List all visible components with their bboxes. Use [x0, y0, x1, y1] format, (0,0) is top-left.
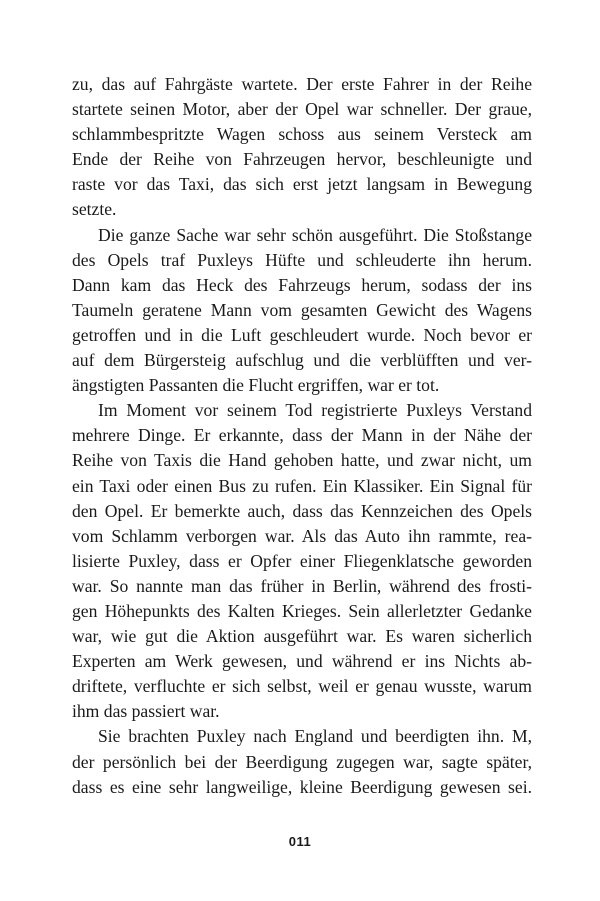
text-line: Ende der Reihe von Fahrzeugen hervor, beschleunigte und [72, 149, 532, 170]
text-line: startete seinen Motor, aber der Opel war schneller. Der graue, [72, 99, 532, 120]
text-line: auf dem Bürgersteig aufschlug und die verblüfften und ver- [72, 350, 532, 371]
text-line: des Opels traf Puxleys Hüfte und schleuderte ihn herum. [72, 249, 532, 270]
text-line: der persönlich bei der Beerdigung zugegen war, sagte später, [72, 751, 532, 772]
text-line: war, wie gut die Aktion ausgeführt war. Es waren sicherlich [72, 626, 532, 647]
paragraph-2 [72, 223, 532, 399]
paragraph-1 [72, 72, 532, 223]
text-line: setzte. [72, 199, 117, 220]
text-line: Taumeln geratene Mann vom gesamten Gewicht des Wagens [72, 299, 532, 320]
text-line: war. So nannte man das früher in Berlin, während des frosti- [72, 575, 532, 596]
text-line: Reihe von Taxis die Hand gehoben hatte, und zwar nicht, um [72, 450, 532, 471]
body-text [72, 72, 532, 800]
text-line: Sie brachten Puxley nach England und beerdigten ihn. M, [98, 726, 532, 747]
paragraph-3 [72, 398, 532, 724]
text-line: Im Moment vor seinem Tod registrierte Puxleys Verstand [98, 400, 532, 421]
text-line: Dann kam das Heck des Fahrzeugs herum, sodass der ins [72, 274, 532, 295]
text-line: raste vor das Taxi, das sich erst jetzt langsam in Bewegung [72, 174, 532, 195]
text-line: dass es eine sehr langweilige, kleine Beerdigung gewesen sei. [72, 776, 532, 797]
text-line: ein Taxi oder einen Bus zu rufen. Ein Klassiker. Ein Signal für [72, 475, 532, 496]
text-line: Experten am Werk gewesen, und während er ins Nichts ab- [72, 651, 532, 672]
text-line: lisierte Puxley, dass er Opfer einer Fliegenklatsche geworden [72, 550, 532, 571]
text-line: ängstigten Passanten die Flucht ergriffen, war er tot. [72, 375, 440, 396]
text-line: schlammbespritzte Wagen schoss aus seinem Versteck am [72, 124, 532, 145]
text-line: driftete, verfluchte er sich selbst, weil er genau wusste, warum [72, 676, 532, 697]
text-line: vom Schlamm verborgen war. Als das Auto ihn rammte, rea- [72, 525, 532, 546]
text-line: ihm das passiert war. [72, 701, 220, 722]
text-line: mehrere Dinge. Er erkannte, dass der Mann in der Nähe der [72, 425, 532, 446]
text-line: getroffen und in die Luft geschleudert wurde. Noch bevor er [72, 324, 532, 345]
text-line: gen Höhepunkts des Kalten Krieges. Sein allerletzter Gedanke [72, 600, 532, 621]
text-line: den Opel. Er bemerkte auch, dass das Kennzeichen des Opels [72, 500, 532, 521]
text-line: Die ganze Sache war sehr schön ausgeführt. Die Stoßstange [98, 224, 532, 245]
page-number: 011 [288, 834, 312, 849]
text-line: zu, das auf Fahrgäste wartete. Der erste Fahrer in der Reihe [72, 74, 532, 94]
paragraph-4 [72, 724, 532, 799]
